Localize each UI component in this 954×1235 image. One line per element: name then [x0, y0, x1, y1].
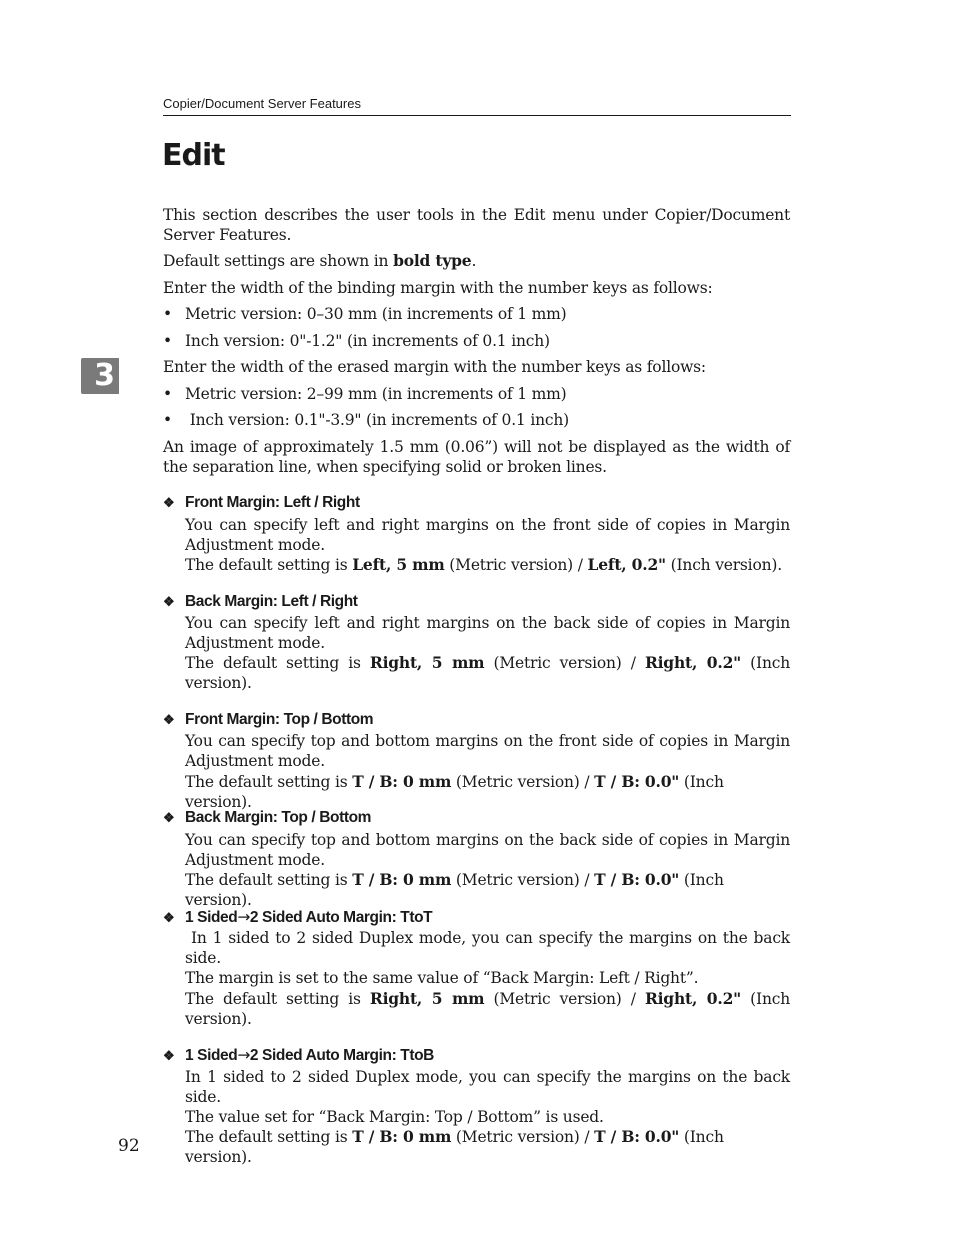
default-metric-value: T / B: 0 mm — [352, 870, 452, 889]
default-inch-value: Left, 0.2" — [587, 555, 666, 574]
section-heading-back-left-right — [163, 592, 358, 612]
section-heading-text-a: 1 Sided — [185, 909, 238, 926]
section-description: You can specify top and bottom margins on the front side of copies in Margin Adjustment mode. — [185, 732, 790, 770]
default-label: The default setting is — [185, 990, 370, 1008]
header-rule — [163, 115, 791, 116]
default-inch-value: T / B: 0.0" — [594, 870, 680, 889]
default-label: The default setting is — [185, 1128, 353, 1146]
default-suffix: (Inch version). — [185, 654, 790, 692]
default-suffix: (Inch version). — [665, 556, 782, 574]
default-note-text: Default settings are shown in — [163, 252, 394, 270]
default-inch-value: T / B: 0.0" — [594, 1127, 680, 1146]
section-default — [185, 989, 790, 1029]
diamond-bullet-icon: ❖ — [163, 712, 175, 727]
default-inch-value: Right, 0.2" — [644, 653, 742, 672]
arrow-icon: → — [237, 908, 250, 926]
default-suffix: (Inch version). — [185, 773, 724, 811]
erase-metric-item: Metric version: 2–99 mm (in increments of 1 mm) — [185, 385, 567, 403]
bullet-marker: • — [163, 332, 173, 350]
default-metric-value: T / B: 0 mm — [352, 1127, 452, 1146]
page-title: Edit — [162, 138, 225, 173]
section-heading-text-b: 2 Sided Auto Margin: TtoB — [249, 1047, 434, 1064]
section-note: The margin is set to the same value of “Back Margin: Left / Right”. — [185, 969, 699, 987]
binding-inch-item: Inch version: 0"-1.2" (in increments of 0.1 inch) — [185, 332, 550, 350]
section-note: The value set for “Back Margin: Top / Bottom” is used. — [185, 1108, 604, 1126]
default-settings-note — [163, 251, 790, 271]
default-label: The default setting is — [185, 556, 353, 574]
section-default — [185, 870, 790, 910]
section-heading-text-b: 2 Sided Auto Margin: TtoT — [249, 909, 433, 926]
section-default — [185, 653, 790, 693]
section-description: You can specify top and bottom margins on the back side of copies in Margin Adjustment mode. — [185, 831, 790, 869]
bullet-marker: • — [163, 385, 173, 403]
separation-line-note: An image of approximately 1.5 mm (0.06”) will not be displayed as the width of the separation line, when specifying solid or broken lines. — [163, 438, 790, 476]
binding-metric-item: Metric version: 0–30 mm (in increments of 1 mm) — [185, 305, 567, 323]
section-heading-ttob — [163, 1045, 434, 1066]
section-description: In 1 sided to 2 sided Duplex mode, you can specify the margins on the back side. — [185, 1068, 790, 1106]
default-label: The default setting is — [185, 773, 353, 791]
section-heading-ttot — [163, 907, 432, 928]
default-inch-value: T / B: 0.0" — [594, 772, 680, 791]
erase-inch-item: Inch version: 0.1"-3.9" (in increments of 0.1 inch) — [185, 411, 569, 429]
section-heading-text-a: 1 Sided — [185, 1047, 238, 1064]
bullet-marker: • — [163, 305, 173, 323]
section-heading-front-left-right — [163, 493, 360, 513]
diamond-bullet-icon: ❖ — [163, 594, 175, 609]
default-metric-value: T / B: 0 mm — [352, 772, 452, 791]
section-description: In 1 sided to 2 sided Duplex mode, you can specify the margins on the back side. — [185, 929, 795, 967]
default-note-bold: bold type — [393, 251, 472, 270]
default-label: The default setting is — [185, 871, 353, 889]
default-metric-value: Right, 5 mm — [369, 989, 485, 1008]
section-default — [185, 555, 790, 575]
default-inch-value: Right, 0.2" — [644, 989, 742, 1008]
default-separator: (Metric version) / — [451, 1128, 595, 1146]
default-metric-value: Right, 5 mm — [369, 653, 485, 672]
default-separator: (Metric version) / — [484, 654, 645, 672]
diamond-bullet-icon: ❖ — [163, 910, 175, 925]
default-separator: (Metric version) / — [444, 556, 588, 574]
section-description: You can specify left and right margins on the front side of copies in Margin Adjustment mode. — [185, 516, 790, 554]
default-note-period: . — [471, 252, 477, 270]
section-default — [185, 1127, 790, 1167]
default-suffix: (Inch version). — [185, 990, 790, 1028]
bullet-marker: • — [163, 411, 173, 429]
section-default — [185, 772, 790, 812]
default-suffix: (Inch version). — [185, 1128, 724, 1166]
section-heading-front-top-bottom — [163, 710, 373, 730]
diamond-bullet-icon: ❖ — [163, 1048, 175, 1063]
section-heading-text: Front Margin: Top / Bottom — [185, 711, 374, 728]
section-heading-text: Back Margin: Top / Bottom — [185, 809, 372, 826]
page-number: 92 — [118, 1136, 140, 1156]
default-metric-value: Left, 5 mm — [352, 555, 445, 574]
section-heading-text: Back Margin: Left / Right — [185, 593, 358, 610]
default-separator: (Metric version) / — [451, 871, 595, 889]
section-heading-text: Front Margin: Left / Right — [185, 494, 360, 511]
section-description: You can specify left and right margins on the back side of copies in Margin Adjustment mode. — [185, 614, 790, 652]
default-label: The default setting is — [185, 654, 370, 672]
erase-margin-intro: Enter the width of the erased margin with the number keys as follows: — [163, 358, 706, 376]
chapter-tab: 3 — [81, 358, 119, 394]
default-separator: (Metric version) / — [451, 773, 595, 791]
arrow-icon: → — [237, 1046, 250, 1064]
diamond-bullet-icon: ❖ — [163, 495, 175, 510]
diamond-bullet-icon: ❖ — [163, 810, 175, 825]
section-heading-back-top-bottom — [163, 808, 371, 828]
default-separator: (Metric version) / — [484, 990, 645, 1008]
binding-margin-intro: Enter the width of the binding margin with the number keys as follows: — [163, 279, 713, 297]
default-suffix: (Inch version). — [185, 871, 724, 909]
running-header: Copier/Document Server Features — [163, 96, 361, 111]
intro-paragraph: This section describes the user tools in the Edit menu under Copier/Document Server Features. — [163, 206, 790, 244]
